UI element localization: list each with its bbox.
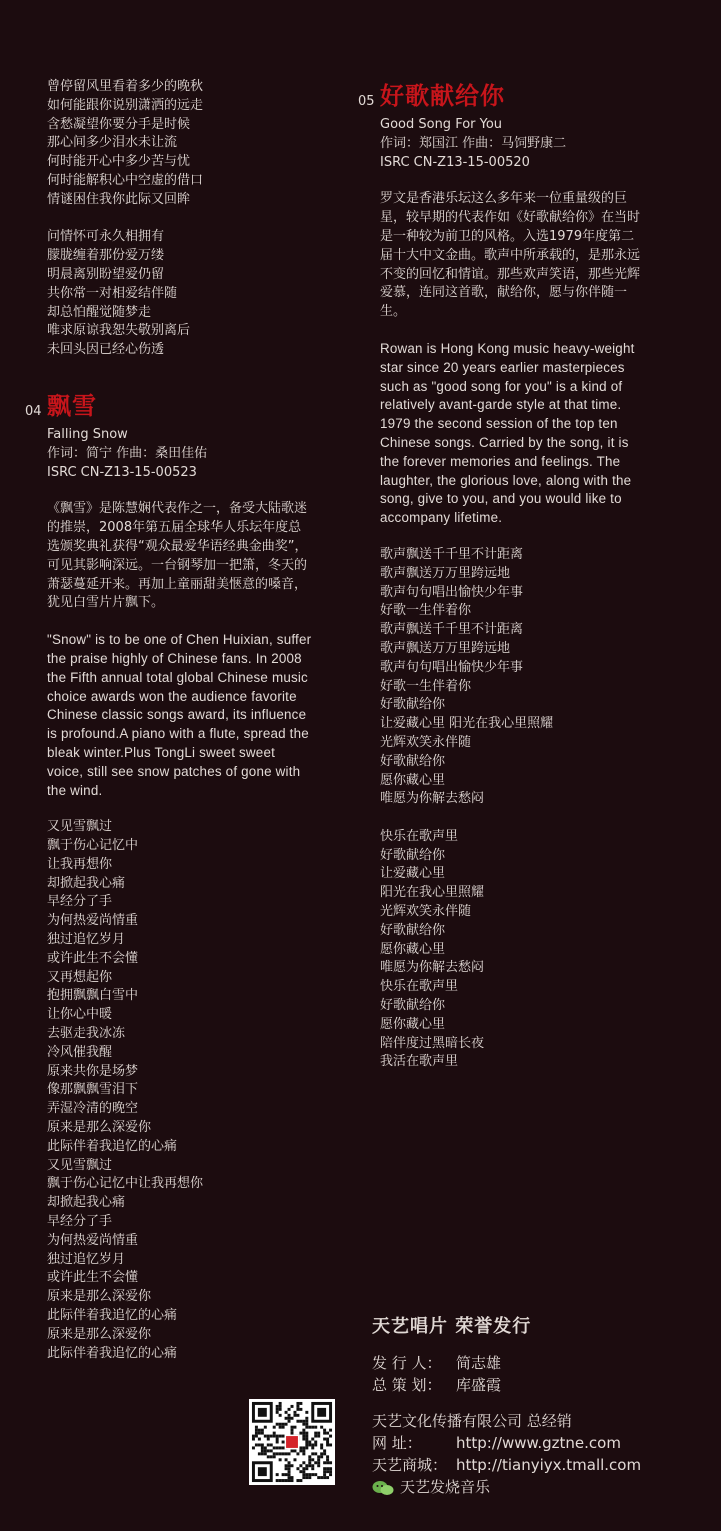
lyric-line: 未回头因已经心伤透 xyxy=(47,342,165,358)
song03-lyrics xyxy=(47,78,312,360)
footer xyxy=(372,1312,672,1498)
song05-credits: 作词：郑国江 作曲：马饲野康二 xyxy=(380,135,567,151)
lyric-line: 又见雪飘过 xyxy=(47,819,113,835)
website-label: 网 址： xyxy=(372,1434,422,1452)
lyric-line: 像那飘飘雪泪下 xyxy=(47,1082,139,1098)
lyric-line: 歌声句句唱出愉快少年事 xyxy=(380,584,524,600)
lyric-line: 唯愿为你解去愁闷 xyxy=(380,960,485,976)
lyric-line: 阳光在我心里照耀 xyxy=(380,885,485,901)
lyric-line: 却总怕醒觉随梦走 xyxy=(47,304,152,320)
song05-header xyxy=(358,80,645,116)
lyric-line: 歌声句句唱出愉快少年事 xyxy=(380,659,524,675)
song04-title: 飘雪 xyxy=(47,391,97,420)
lyric-line: 让我再想你 xyxy=(47,856,113,872)
song05-number: 05 xyxy=(358,94,375,110)
lyric-line: 早经分了手 xyxy=(47,894,113,910)
lyric-line: 飘于伤心记忆中让我再想你 xyxy=(47,1176,204,1192)
lyric-line: 好歌献给你 xyxy=(380,998,446,1014)
lyric-line: 为何热爱尚情重 xyxy=(47,1232,139,1248)
lyric-line: 或许此生不会懂 xyxy=(47,1270,139,1286)
lyric-line: 原来是那么深爱你 xyxy=(47,1120,152,1136)
lyric-line: 却掀起我心痛 xyxy=(47,1195,126,1211)
song05-lyrics xyxy=(380,546,645,1072)
lyric-line: 情谜困住我你此际又回眸 xyxy=(47,191,191,207)
store-link[interactable]: http://tianyiyx.tmall.com xyxy=(456,1456,642,1474)
lyric-line: 歌声飘送千千里不计距离 xyxy=(380,622,524,638)
lyric-line: 又再想起你 xyxy=(47,969,113,985)
wechat-icon xyxy=(372,1480,394,1496)
lyric-line: 愿你藏心里 xyxy=(380,772,446,788)
lyric-line: 为何热爱尚情重 xyxy=(47,913,139,929)
company-name: 天艺文化传播有限公司 总经销 xyxy=(372,1412,572,1430)
lyric-line: 好歌一生伴着你 xyxy=(380,678,472,694)
qr-code xyxy=(249,1399,335,1485)
lyric-line: 此际伴着我追忆的心痛 xyxy=(47,1308,178,1324)
lyric-line: 曾停留风里看着多少的晚秋 xyxy=(47,79,204,94)
lyric-line: 朦胧缠着那份爱万缕 xyxy=(47,248,165,264)
planner-row xyxy=(372,1374,672,1396)
publisher-label: 发 行 人： xyxy=(372,1354,442,1372)
publisher-value: 简志雄 xyxy=(456,1354,502,1372)
lyric-line: 弄湿冷清的晚空 xyxy=(47,1101,139,1117)
lyric-line: 光辉欢笑永伴随 xyxy=(380,734,472,750)
qr-code-icon xyxy=(249,1399,335,1485)
stanza-gap xyxy=(380,809,645,828)
lyric-line: 飘于伤心记忆中 xyxy=(47,838,139,854)
lyric-line: 让你心中暖 xyxy=(47,1007,113,1023)
song04-lyrics xyxy=(47,818,312,1363)
lyric-line: 唯求原谅我恕失敬别离后 xyxy=(47,323,191,339)
lyric-line: 好歌献给你 xyxy=(380,697,446,713)
lyric-line: 含愁凝望你要分手是时候 xyxy=(47,116,191,132)
lyric-line: 愿你藏心里 xyxy=(380,941,446,957)
lyric-line: 快乐在歌声里 xyxy=(380,828,459,844)
issuer-title: 天艺唱片 荣誉发行 xyxy=(372,1316,532,1337)
lyric-line: 好歌献给你 xyxy=(380,847,446,863)
lyric-line: 原来是那么深爱你 xyxy=(47,1326,152,1342)
song04-credits: 作词：简宁 作曲：桑田佳佑 xyxy=(47,445,208,461)
song05-isrc: ISRC CN-Z13-15-00520 xyxy=(380,154,530,170)
lyric-line: 此际伴着我追忆的心痛 xyxy=(47,1138,178,1154)
song05-description-cn: 罗文是香港乐坛这么多年来一位重量级的巨星，较早期的代表作如《好歌献给你》在当时是一种较为前卫的风格。入选1979年度第二届十大中文金曲。歌声中所承载的，是那永远不变的回忆和情谊。那些欢声笑语，那些光辉爱慕，连同这首歌，献给你，愿与你伴随一生。 xyxy=(380,191,641,320)
song04-number: 04 xyxy=(25,404,42,420)
lyric-line: 抱拥飘飘白雪中 xyxy=(47,988,139,1004)
lyric-line: 原来共你是场梦 xyxy=(47,1063,139,1079)
planner-label: 总 策 划： xyxy=(372,1376,442,1394)
lyric-line: 如何能跟你说别潇洒的远走 xyxy=(47,97,204,113)
lyric-line: 好歌一生伴着你 xyxy=(380,603,472,619)
lyric-line: 愿你藏心里 xyxy=(380,1016,446,1032)
lyric-line: 陪伴度过黑暗长夜 xyxy=(380,1035,485,1051)
song04-header xyxy=(25,390,312,426)
lyric-line: 却掀起我心痛 xyxy=(47,875,126,891)
lyric-line: 此际伴着我追忆的心痛 xyxy=(47,1345,178,1361)
website-row xyxy=(372,1432,672,1454)
song04-description-cn: 《飘雪》是陈慧娴代表作之一，备受大陆歌迷的推崇，2008年第五届全球华人乐坛年度总选颁奖典礼获得“观众最爱华语经典金曲奖”，可见其影响深远。一台钢琴加一把箫，冬天的萧瑟蔓延开来。再加上童丽甜美惬意的嗓音，犹见白雪片片飘下。 xyxy=(47,501,308,611)
lyric-line: 我活在歌声里 xyxy=(380,1054,459,1070)
lyric-line: 去驱走我冰冻 xyxy=(47,1026,126,1042)
lyric-line: 歌声飘送万万里跨远地 xyxy=(380,640,511,656)
right-column xyxy=(358,80,645,1072)
song04-isrc: ISRC CN-Z13-15-00523 xyxy=(47,464,197,480)
lyric-line: 光辉欢笑永伴随 xyxy=(380,904,472,920)
lyric-line: 好歌献给你 xyxy=(380,753,446,769)
lyric-line: 独过追忆岁月 xyxy=(47,1251,126,1267)
song05-title: 好歌献给你 xyxy=(380,82,505,110)
lyric-line: 那心间多少泪水未让流 xyxy=(47,135,178,151)
lyric-line: 或许此生不会懂 xyxy=(47,950,139,966)
lyric-line: 共你常一对相爱结伴随 xyxy=(47,285,178,301)
lyric-line: 冷风催我醒 xyxy=(47,1044,113,1060)
lyric-line: 原来是那么深爱你 xyxy=(47,1289,152,1305)
store-label: 天艺商城： xyxy=(372,1456,448,1474)
website-link[interactable]: http://www.gztne.com xyxy=(456,1434,621,1452)
lyric-line: 让爱藏心里 阳光在我心里照耀 xyxy=(380,716,554,732)
song05-english-title: Good Song For You xyxy=(380,117,503,132)
stanza-gap xyxy=(47,210,312,229)
lyric-line: 早经分了手 xyxy=(47,1214,113,1230)
publisher-row xyxy=(372,1352,672,1374)
wechat-account: 天艺发烧音乐 xyxy=(400,1478,491,1496)
lyric-line: 唯愿为你解去愁闷 xyxy=(380,791,485,807)
song04-english-title: Falling Snow xyxy=(47,426,128,442)
lyric-line: 歌声飘送千千里不计距离 xyxy=(380,546,524,562)
lyric-line: 让爱藏心里 xyxy=(380,866,446,882)
wechat-row xyxy=(372,1476,672,1498)
lyric-line: 好歌献给你 xyxy=(380,922,446,938)
store-row xyxy=(372,1454,672,1476)
lyric-line: 又见雪飘过 xyxy=(47,1157,113,1173)
left-column xyxy=(25,78,312,1363)
lyric-line: 问情怀可永久相拥有 xyxy=(47,229,165,245)
song05-description-en: Rowan is Hong Kong music heavy-weight star since 20 years earlier masterpieces such as "good song for you" is a kind of relatively avant-garde style at that time. 1979 the second session of the top ten Chinese songs. Carried by the song, it is the forever memories and feelings. The laughter, the glorious love, along with the song, give to you, and you would like to accompany lifetime. xyxy=(380,340,635,526)
lyric-line: 歌声飘送万万里跨远地 xyxy=(380,565,511,581)
lyric-line: 何时能解积心中空虚的借口 xyxy=(47,172,204,188)
song04-description-en: "Snow" is to be one of Chen Huixian, suffer the praise highly of Chinese fans. In 2008 the Fifth annual total global Chinese music choice awards won the audience favorite Chinese classic songs award, its influence is profound.A piano with a flute, spread the bleak winter.Plus TongLi sweet sweet voice, still see snow patches of gone with the wind. xyxy=(47,632,312,798)
lyric-line: 独过追忆岁月 xyxy=(47,932,126,948)
lyric-line: 明晨离别盼望爱仍留 xyxy=(47,266,165,282)
lyric-line: 何时能开心中多少苦与忧 xyxy=(47,154,191,170)
planner-value: 库盛霞 xyxy=(456,1376,502,1394)
lyric-line: 快乐在歌声里 xyxy=(380,979,459,995)
